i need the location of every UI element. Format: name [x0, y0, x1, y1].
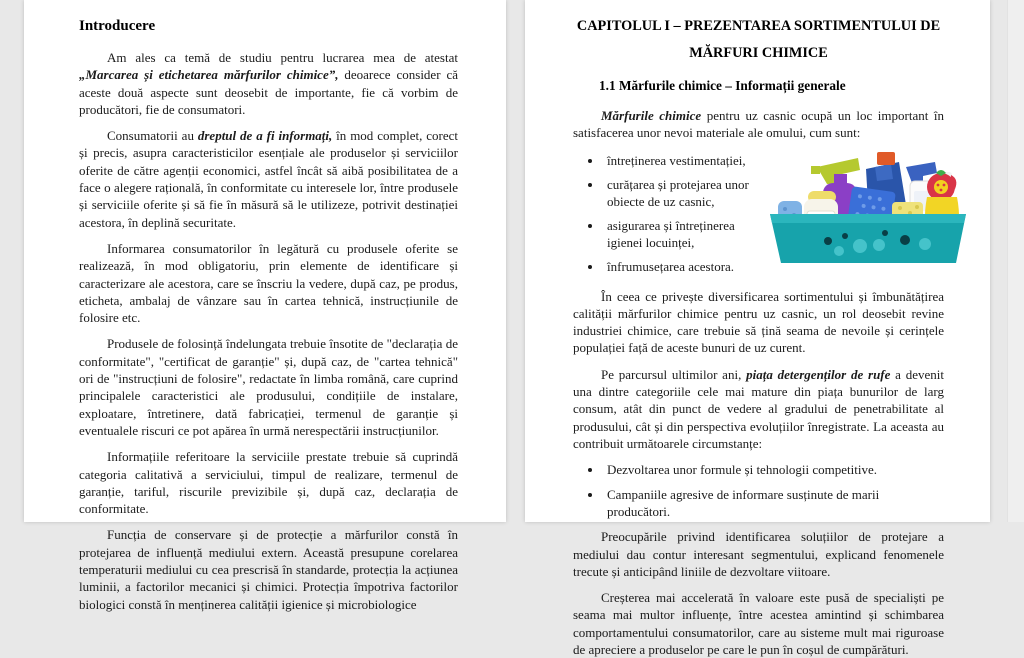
scrollbar-track[interactable]: [1007, 0, 1024, 522]
section-heading: 1.1 Mărfurile chimice – Informații generale: [599, 78, 846, 93]
bullet-item: • înfrumusețarea acestora.: [603, 259, 765, 276]
paragraph: Pe parcursul ultimilor ani, piața detergenților de rufe a devenit una dintre categoriile cele mai mature din piața bunurilor de larg consum, atât din punct de vedere al gradului de penetrabilitate al produsului, cât și din perspectiva evoluțiilor înregistrate. La aceasta au contribuit următoarele circumstanțe:: [573, 366, 944, 451]
paragraph-intro: Mărfurile chimice pentru uz casnic ocupă un loc important în satisfacerea unor nevoi materiale ale omului, cum sunt:: [573, 108, 945, 141]
mid-paragraphs: [573, 288, 944, 453]
paragraph: Creșterea mai accelerată în valoare este pusă de specialiști pe seama mai multor influențe, între acestea amintind și schimbarea comportamentului consumatorilor, care au sisteme mult mai riguroase de apreciere a produselor pe care le pun în coșul de cumpărături.: [573, 590, 944, 658]
paragraph: Informarea consumatorilor în legătură cu produsele oferite se realizează, în mod obligatoriu, prin elemente de identificare și caracterizare ale acestora, care se înscriu la vedere, după caz, pe produs, eticheta, ambalaj de vânzare sau în cartea tehnică, instrucțiunile de folosire etc.: [79, 240, 458, 326]
paragraph: Preocupările privind identificarea soluțiilor de protejare a mediului dau contur interesant segmentului, explicand fenomenele trecute și anticipând liniile de dezvoltare viitoare.: [573, 529, 944, 579]
paragraph: Funcția de conservare și de protecție a mărfurilor constă în protejarea de influență mediului extern. Această presupune corelarea temperaturii mediului cu cea prescrisă în standarde, protecția la acțiunea luminii, a factorilor mecanici și chimici. Protecția împotriva factorilor biologici constă în menținerea calității igienice și microbiologice: [79, 527, 458, 612]
paragraph: Informațiile referitoare la serviciile prestate trebuie să cuprindă categoria calitativă a serviciului, timpul de realizare, termenul de garanție, tariful, riscurile previzibile și, după caz, declarația de conformitate.: [79, 449, 458, 517]
chapter-title: [573, 14, 944, 66]
chapter-title-line2: MĂRFURI CHIMICE: [689, 45, 828, 61]
document-page-left[interactable]: [24, 0, 506, 612]
cleaning-products-image: [765, 145, 973, 263]
bullet-item: • Dezvoltarea unor formule și tehnologii competitive.: [603, 461, 944, 478]
document-page-right[interactable]: [525, 0, 990, 658]
paragraph: În ceea ce privește diversificarea sortimentului și îmbunătățirea calității mărfurilor chimice pentru uz casnic, un rol deosebit revine industriei chimice, care trebuie să țină seama de nevoile și cerințele populației față de aceste bunuri de uz curent.: [573, 288, 944, 356]
chapter-title-line1: CAPITOLUL I – PREZENTAREA SORTIMENTULUI DE: [576, 18, 941, 34]
end-paragraphs: [573, 528, 944, 658]
bullet-item: • curățarea și protejarea unor obiecte de uz casnic,: [603, 177, 765, 210]
bullet-item: • Campaniile agresive de informare susținute de marii producători.: [603, 486, 944, 520]
bullet-item: • întreținerea vestimentației,: [603, 153, 765, 170]
bullet-item: • asigurarea și întreținerea igienei locuinței,: [603, 218, 765, 251]
paragraph: Produsele de folosință îndelungata trebuie însotite de "declarația de conformitate", "certificat de garanție" și, după caz, de "cartea tehnică" ori de "instrucțiuni de folosire", redactate în limba română, care cuprind principalele caracteristici ale produsului, condițiile de instalare, exploatare, întretinere, dată fabricației, termenul de garanție și eventualele riscuri ce pot apărea în urmă nerespectării instrucțiunilor.: [79, 336, 458, 438]
market-bullet-list: [573, 461, 944, 520]
bullets-and-image-row: [573, 151, 944, 284]
paragraph: Consumatorii au dreptul de a fi informați, în mod complet, corect și precis, asupra caracteristicilor esențiale ale produselor și serviciilor oferite de către agenții economici, astfel încât să aibă posibilitatea de a face o alegere rațională, în conformitate cu interesele lor, între produsele și serviciile oferite și să fie în măsură să le utilizeze, potrivit destinației acestora, în deplină securitate.: [79, 128, 458, 230]
intro-paragraphs: [79, 49, 458, 613]
intro-heading: Introducere: [79, 18, 156, 34]
usage-bullet-list-wrap: [573, 151, 765, 284]
usage-bullet-list: [573, 153, 765, 276]
paragraph: Am ales ca temă de studiu pentru lucrarea mea de atestat „Marcarea și etichetarea mărfurilor chimice”, deoarece consider că aceste două aspecte sunt deosebit de importante, fie că vorbim de producători, fie de consumatori.: [79, 50, 458, 117]
